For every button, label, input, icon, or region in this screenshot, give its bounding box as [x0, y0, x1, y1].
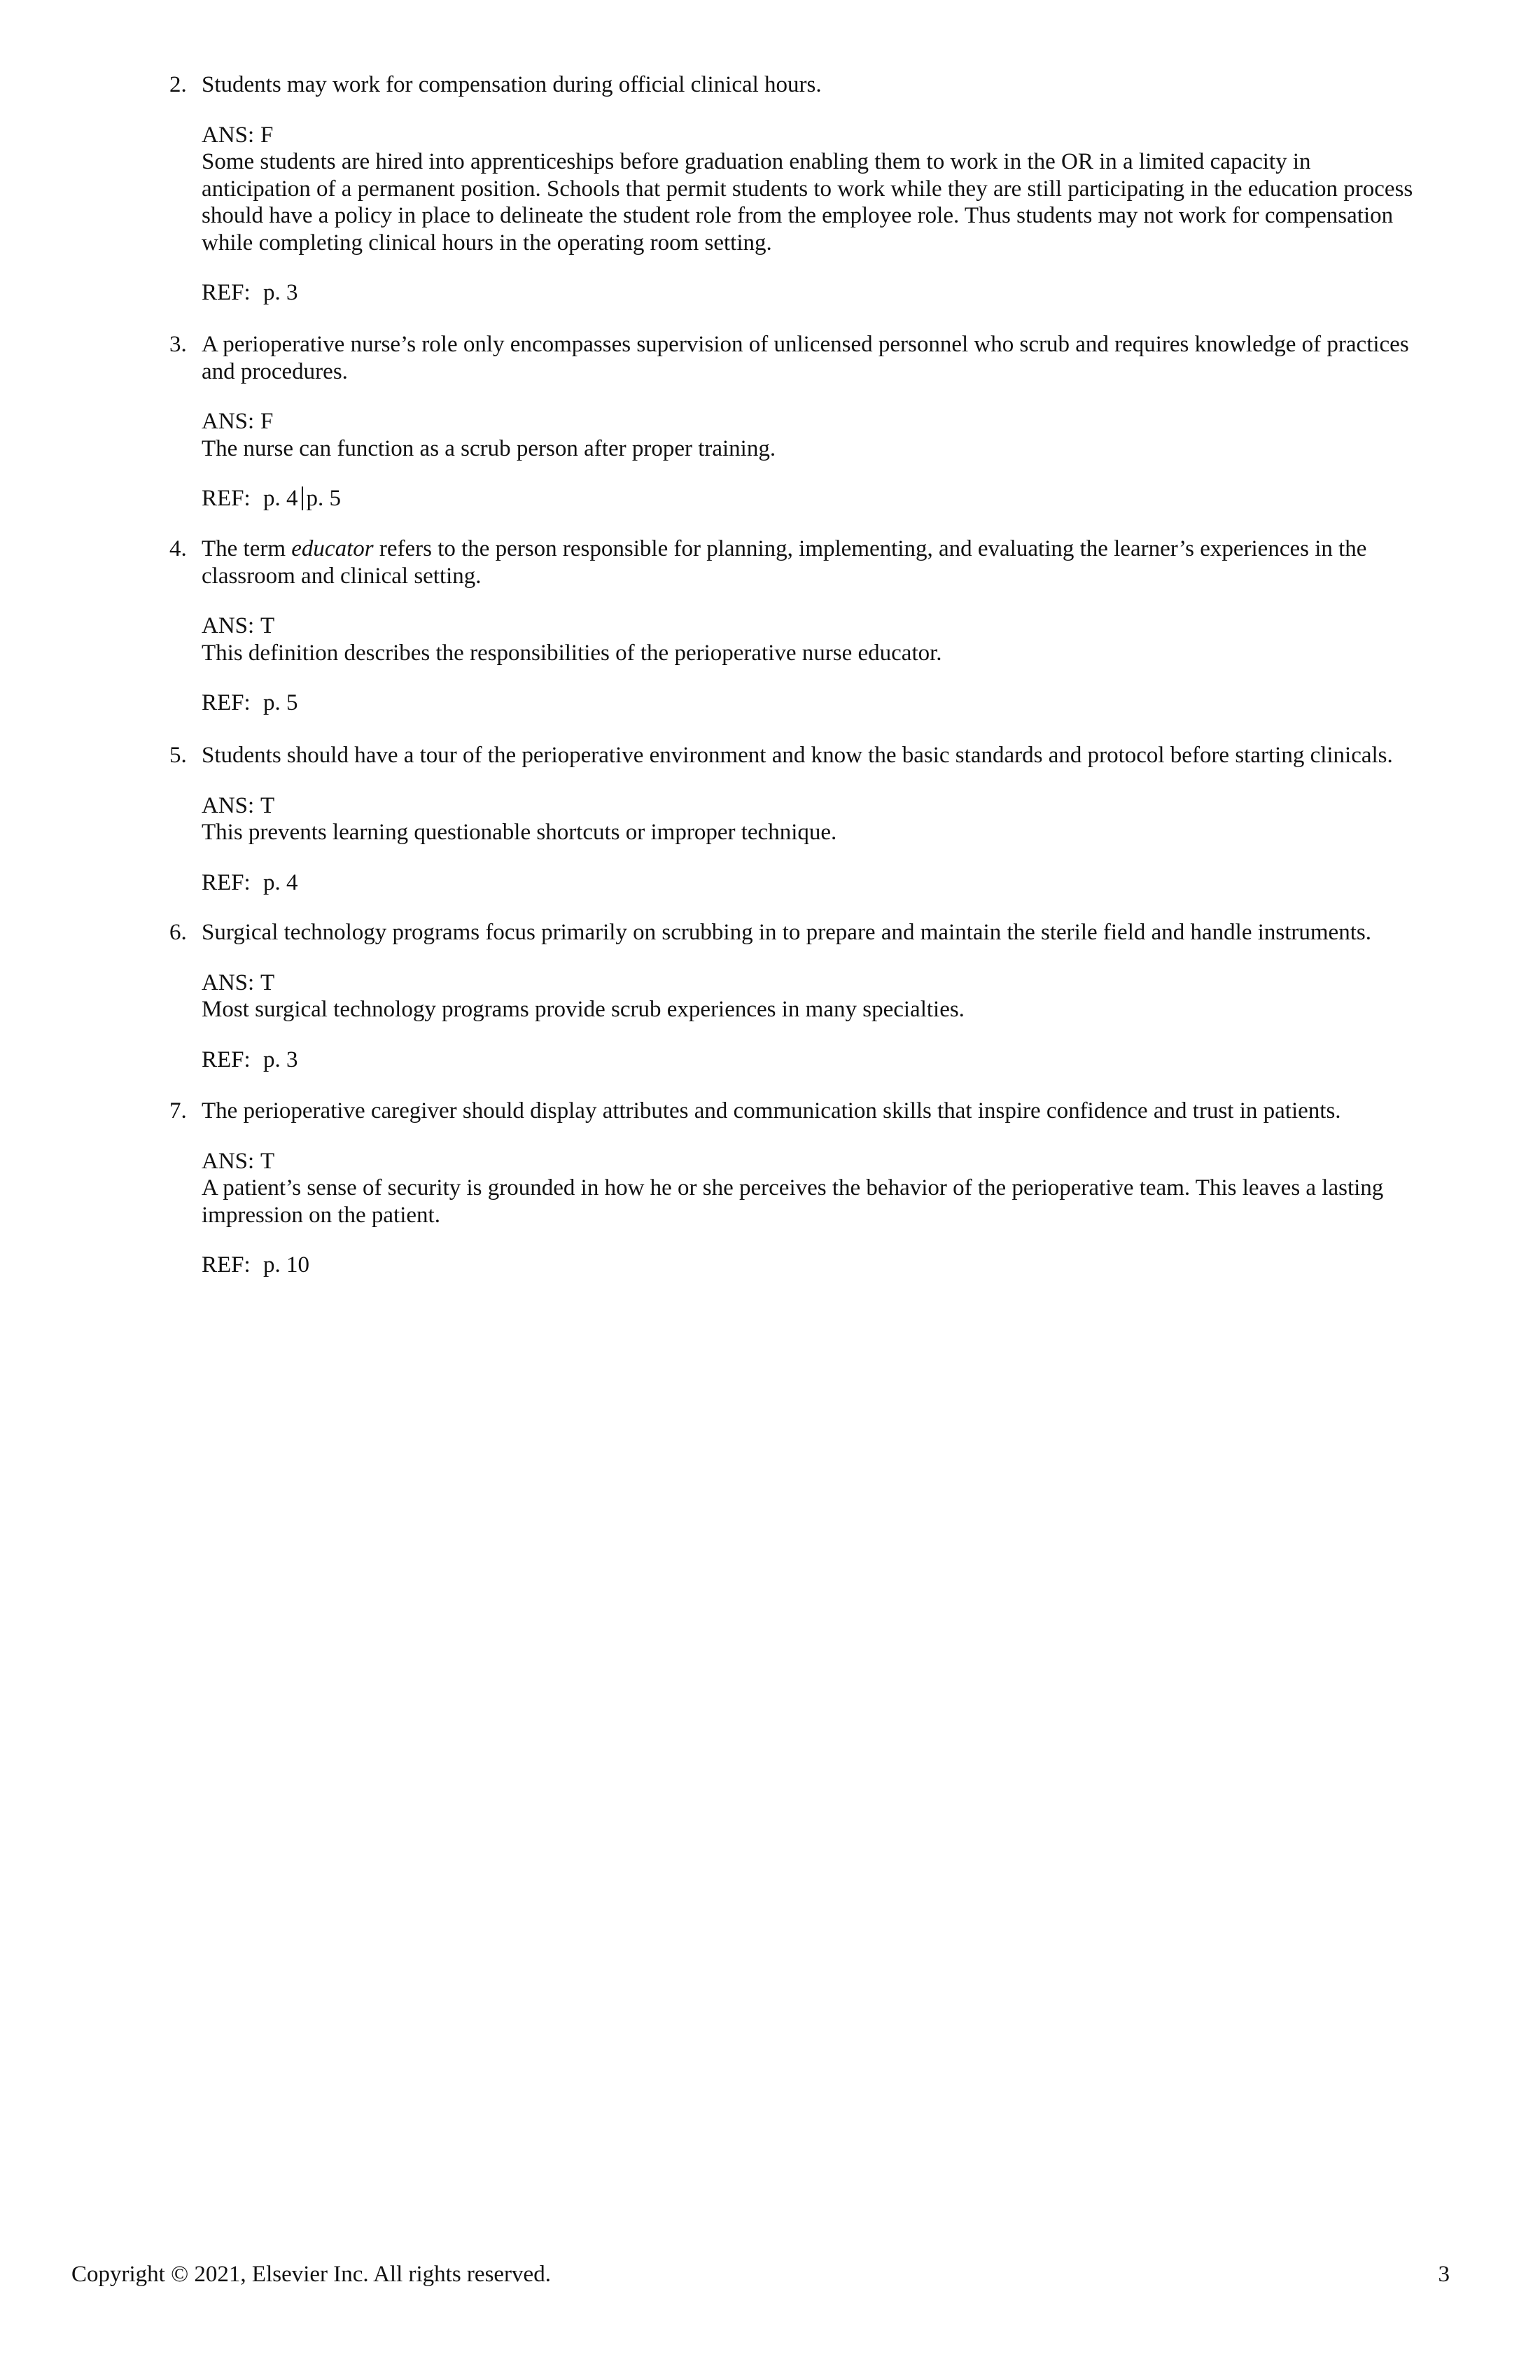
question-item-5 — [169, 742, 1436, 896]
answer-label: ANS: — [202, 409, 255, 434]
question-text: Surgical technology programs focus primarily on scrubbing in to prepare and maintain the sterile field and handle instruments. — [202, 920, 1371, 945]
answer-line — [202, 408, 1436, 435]
explanation-text: anticipation of a permanent position. Schools that permit students to work while they are still participating in the education process — [202, 176, 1413, 202]
explanation-text: while completing clinical hours in the operating room setting. — [202, 230, 772, 255]
explanation-text: This definition describes the responsibilities of the perioperative nurse educator. — [202, 640, 942, 666]
copyright-notice: Copyright © 2021, Elsevier Inc. All rights reserved. — [71, 2262, 551, 2287]
answer-label: ANS: — [202, 792, 255, 818]
reference-label: REF: — [202, 690, 251, 715]
answer-label: ANS: — [202, 613, 255, 638]
answer-label: ANS: — [202, 969, 255, 995]
answer-line — [202, 122, 1436, 149]
explanation-text: The nurse can function as a scrub person after proper training. — [202, 435, 776, 461]
question-text: Students should have a tour of the perioperative environment and know the basic standards and protocol before starting clinicals. — [202, 743, 1393, 768]
question-item-4 — [169, 536, 1436, 717]
question-item-6 — [169, 919, 1436, 1073]
answer-line — [202, 1148, 1436, 1175]
answer-line — [202, 969, 1436, 997]
reference-line — [202, 1252, 1436, 1279]
question-number: 2. — [169, 72, 187, 97]
reference-page: p. 3 — [263, 1046, 298, 1072]
reference-page: p. 5 — [263, 690, 298, 715]
reference-line — [202, 485, 1436, 512]
question-number: 5. — [169, 743, 187, 768]
answer-value: T — [260, 613, 275, 638]
question-text: and procedures. — [202, 358, 348, 384]
reference-page: p. 4 — [263, 486, 298, 511]
emphasized-term: educator — [291, 536, 374, 561]
reference-label: REF: — [202, 1046, 251, 1072]
explanation-text: impression on the patient. — [202, 1202, 440, 1228]
reference-page: p. 3 — [263, 280, 298, 305]
page-number: 3 — [1438, 2262, 1450, 2287]
reference-page: p. 5 — [306, 486, 341, 511]
question-number: 7. — [169, 1098, 187, 1124]
reference-separator — [302, 486, 303, 510]
question-text — [202, 536, 1436, 563]
question-text: Students may work for compensation during official clinical hours. — [202, 72, 822, 97]
answer-value: F — [260, 409, 274, 434]
answer-value: F — [260, 122, 274, 148]
reference-label: REF: — [202, 280, 251, 305]
explanation-text: should have a policy in place to delineate the student role from the employee role. Thus students may not work for compensation — [202, 203, 1394, 228]
question-number: 3. — [169, 332, 187, 357]
question-text: A perioperative nurse’s role only encompasses supervision of unlicensed personnel who scrub and requires knowledge of practices — [202, 332, 1409, 357]
reference-page: p. 10 — [263, 1252, 309, 1278]
answer-line — [202, 612, 1436, 640]
reference-label: REF: — [202, 486, 251, 511]
question-text: classroom and clinical setting. — [202, 563, 482, 589]
reference-line — [202, 279, 1436, 307]
question-item-7 — [169, 1098, 1436, 1279]
reference-line — [202, 1046, 1436, 1074]
reference-line — [202, 869, 1436, 897]
question-number: 4. — [169, 536, 187, 561]
answer-value: T — [260, 969, 275, 995]
reference-label: REF: — [202, 1252, 251, 1278]
answer-label: ANS: — [202, 122, 255, 148]
answer-label: ANS: — [202, 1148, 255, 1174]
question-item-3 — [169, 331, 1436, 512]
answer-value: T — [260, 792, 275, 818]
explanation-text: A patient’s sense of security is grounded in how he or she perceives the behavior of the perioperative team. This leaves a lasting — [202, 1175, 1384, 1200]
explanation-text: This prevents learning questionable shortcuts or improper technique. — [202, 820, 837, 845]
explanation-text: Some students are hired into apprenticeships before graduation enabling them to work in the OR in a limited capacity in — [202, 149, 1311, 174]
question-text-prefix: The term — [202, 536, 292, 561]
question-item-2 — [169, 71, 1436, 307]
question-number: 6. — [169, 920, 187, 945]
answer-line — [202, 792, 1436, 820]
reference-page: p. 4 — [263, 869, 298, 895]
explanation-text: Most surgical technology programs provide scrub experiences in many specialties. — [202, 997, 965, 1022]
reference-line — [202, 690, 1436, 717]
answer-value: T — [260, 1148, 275, 1174]
question-text: The perioperative caregiver should display attributes and communication skills that inspire confidence and trust in patients. — [202, 1098, 1341, 1124]
question-text-suffix: refers to the person responsible for planning, implementing, and evaluating the learner’s experiences in the — [373, 536, 1367, 561]
reference-label: REF: — [202, 869, 251, 895]
